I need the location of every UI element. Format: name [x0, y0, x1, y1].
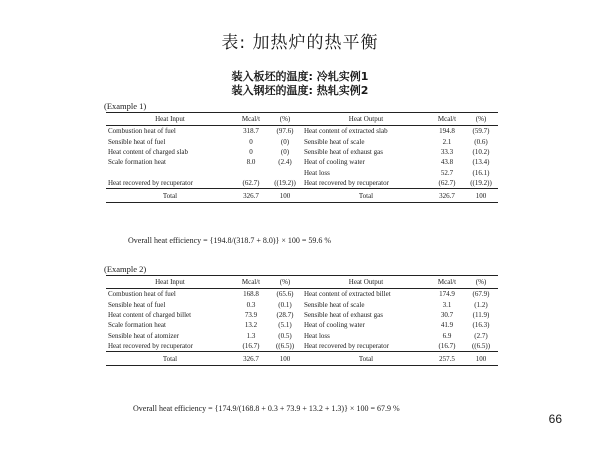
input-item-value	[234, 168, 268, 178]
header-percent: (%)	[268, 276, 302, 289]
heat-balance-table-example-1	[106, 112, 498, 203]
output-item-percent: ((6.5))	[464, 341, 498, 352]
input-item-percent: (0.5)	[278, 331, 292, 340]
output-item-value: 2.1	[442, 137, 452, 146]
table-total-row	[106, 352, 498, 366]
header-heat-output: Heat Output	[302, 276, 430, 289]
output-item-percent: (1.2)	[474, 300, 488, 309]
output-item-name: Heat loss	[304, 331, 330, 340]
output-item-name: Sensible heat of scale	[304, 300, 365, 309]
output-item-percent: (59.7)	[472, 127, 490, 136]
table-header-row	[106, 276, 498, 289]
input-item-value: (16.7)	[234, 341, 268, 352]
input-item-value: (62.7)	[234, 178, 268, 189]
input-item-percent: (65.6)	[276, 290, 294, 299]
header-percent: (%)	[464, 113, 498, 126]
input-item-name: Heat recovered by recuperator	[106, 178, 234, 189]
input-item-value: 0.3	[246, 300, 256, 309]
input-item-value: 13.2	[244, 321, 258, 330]
example-2-label: (Example 2)	[104, 264, 147, 274]
output-item-name: Sensible heat of exhaust gas	[304, 310, 383, 319]
efficiency-example-1: Overall heat efficiency = {194.8/(318.7 + 8.0)} × 100 = 59.6 %	[128, 236, 332, 245]
output-item-percent: (2.7)	[474, 331, 488, 340]
input-item-percent: (28.7)	[276, 310, 294, 319]
header-heat-input: Heat Input	[106, 113, 234, 126]
output-item-percent: ((19.2))	[464, 178, 498, 189]
input-item-name: Heat content of charged slab	[108, 147, 188, 156]
table-row	[106, 299, 498, 309]
output-item-name: Heat loss	[304, 168, 330, 177]
output-item-value: (62.7)	[430, 178, 464, 189]
input-item-value: 168.8	[243, 290, 259, 299]
input-item-percent: (0)	[280, 147, 290, 156]
output-item-value: 43.8	[440, 158, 454, 167]
output-item-name: Sensible heat of scale	[304, 137, 365, 146]
input-item-value: 0	[249, 137, 253, 146]
header-percent: (%)	[464, 276, 498, 289]
output-item-value: (16.7)	[430, 341, 464, 352]
input-item-percent	[268, 168, 302, 178]
total-output-percent: 100	[464, 352, 498, 366]
total-input-value: 326.7	[234, 352, 268, 366]
table-row	[106, 136, 498, 146]
output-item-value: 174.9	[439, 290, 455, 299]
input-item-name	[106, 168, 234, 178]
output-item-name: Heat recovered by recuperator	[302, 178, 430, 189]
input-item-percent: ((19.2))	[268, 178, 302, 189]
table-total-row	[106, 189, 498, 203]
input-item-name: Scale formation heat	[108, 321, 166, 330]
output-item-percent: (67.9)	[472, 290, 490, 299]
input-item-name: Combustion heat of fuel	[108, 290, 176, 299]
header-heat-output: Heat Output	[302, 113, 430, 126]
total-input-percent: 100	[268, 352, 302, 366]
output-item-name: Heat recovered by recuperator	[302, 341, 430, 352]
table-row	[106, 126, 498, 137]
table-row	[106, 147, 498, 157]
output-item-percent: (16.3)	[472, 321, 490, 330]
output-item-percent: (13.4)	[472, 158, 490, 167]
input-item-percent: ((6.5))	[268, 341, 302, 352]
input-item-percent: (5.1)	[278, 321, 292, 330]
input-item-percent: (97.6)	[276, 127, 294, 136]
table-row	[106, 320, 498, 330]
output-item-name: Heat of cooling water	[304, 158, 365, 167]
total-output-value: 326.7	[430, 189, 464, 203]
output-item-name: Heat of cooling water	[304, 321, 365, 330]
output-item-value: 33.3	[440, 147, 454, 156]
input-item-value: 1.3	[246, 331, 256, 340]
header-unit: Mcal/t	[234, 276, 268, 289]
subtitle-example-2: 装入钢坯的温度: 热轧实例2	[231, 84, 369, 97]
table-row	[106, 178, 498, 189]
output-item-value: 41.9	[440, 321, 454, 330]
output-item-name: Heat content of extracted slab	[304, 127, 388, 136]
input-item-value: 8.0	[246, 158, 256, 167]
total-output-percent: 100	[464, 189, 498, 203]
table-row	[106, 157, 498, 167]
output-item-percent: (0.6)	[474, 137, 488, 146]
total-input-percent: 100	[268, 189, 302, 203]
table-row	[106, 289, 498, 300]
table-row	[106, 331, 498, 341]
total-output-value: 257.5	[430, 352, 464, 366]
output-item-percent: (16.1)	[472, 168, 490, 177]
output-item-percent: (10.2)	[472, 147, 490, 156]
header-unit: Mcal/t	[430, 113, 464, 126]
input-item-name: Scale formation heat	[108, 158, 166, 167]
input-item-name: Sensible heat of fuel	[108, 300, 166, 309]
input-item-value: 0	[249, 147, 253, 156]
output-item-percent: (11.9)	[472, 310, 490, 319]
table-row	[106, 168, 498, 178]
header-heat-input: Heat Input	[106, 276, 234, 289]
input-item-value: 73.9	[244, 310, 258, 319]
table-row	[106, 310, 498, 320]
page-number: 66	[548, 412, 562, 426]
heat-balance-table-example-2	[106, 275, 498, 366]
input-item-percent: (0.1)	[278, 300, 292, 309]
total-input-value: 326.7	[234, 189, 268, 203]
header-percent: (%)	[268, 113, 302, 126]
input-item-value: 318.7	[243, 127, 259, 136]
total-label: Total	[302, 352, 430, 366]
output-item-name: Heat content of extracted billet	[304, 290, 391, 299]
header-unit: Mcal/t	[234, 113, 268, 126]
efficiency-example-2: Overall heat efficiency = {174.9/(168.8 + 0.3 + 73.9 + 13.2 + 1.3)} × 100 = 67.9 %	[133, 404, 400, 413]
example-1-label: (Example 1)	[104, 101, 147, 111]
input-item-name: Heat content of charged billet	[108, 310, 192, 319]
table-row	[106, 341, 498, 352]
input-item-name: Sensible heat of atomizer	[108, 331, 179, 340]
total-label: Total	[106, 352, 234, 366]
output-item-value: 194.8	[439, 127, 455, 136]
subtitle-example-1: 装入板坯的温度: 冷轧实例1	[231, 70, 369, 83]
input-item-name: Sensible heat of fuel	[108, 137, 166, 146]
header-unit: Mcal/t	[430, 276, 464, 289]
input-item-percent: (2.4)	[278, 158, 292, 167]
output-item-name: Sensible heat of exhaust gas	[304, 147, 383, 156]
table-header-row	[106, 113, 498, 126]
input-item-name: Heat recovered by recuperator	[106, 341, 234, 352]
input-item-name: Combustion heat of fuel	[108, 127, 176, 136]
slide-title: 表: 加热炉的热平衡	[221, 33, 379, 53]
output-item-value: 52.7	[440, 168, 454, 177]
total-label: Total	[302, 189, 430, 203]
output-item-value: 3.1	[442, 300, 452, 309]
input-item-percent: (0)	[280, 137, 290, 146]
output-item-value: 6.9	[442, 331, 452, 340]
total-label: Total	[106, 189, 234, 203]
output-item-value: 30.7	[440, 310, 454, 319]
